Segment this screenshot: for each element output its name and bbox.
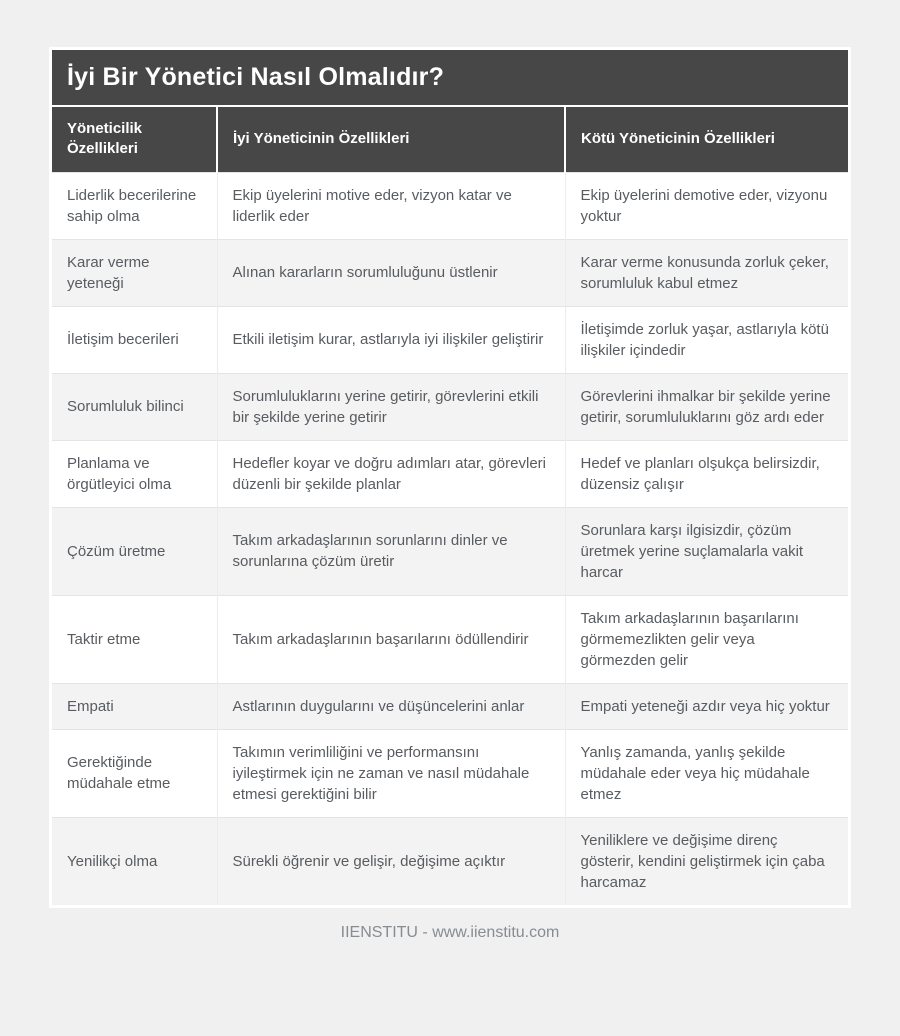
bad-trait-cell: Hedef ve planları olşukça belirsizdir, düzensiz çalışır — [565, 440, 848, 507]
good-trait-cell: Alınan kararların sorumluluğunu üstlenir — [217, 239, 565, 306]
manager-comparison-card — [49, 47, 851, 908]
trait-cell: Yenilikçi olma — [52, 817, 217, 905]
good-trait-cell: Takımın verimliliğini ve performansını iyileştirmek için ne zaman ve nasıl müdahale etmesi gerektiğini bilir — [217, 729, 565, 817]
column-header-good-manager: İyi Yöneticinin Özellikleri — [217, 107, 565, 172]
bad-trait-cell: Yeniliklere ve değişime direnç gösterir, kendini geliştirmek için çaba harcamaz — [565, 817, 848, 905]
good-trait-cell: Sürekli öğrenir ve gelişir, değişime açıktır — [217, 817, 565, 905]
trait-cell: Planlama ve örgütleyici olma — [52, 440, 217, 507]
trait-cell: İletişim becerileri — [52, 306, 217, 373]
page-title: İyi Bir Yönetici Nasıl Olmalıdır? — [67, 63, 445, 91]
trait-cell: Karar verme yeteneği — [52, 239, 217, 306]
bad-trait-cell: Takım arkadaşlarının başarılarını görmemezlikten gelir veya görmezden gelir — [565, 595, 848, 683]
table-row — [52, 239, 848, 306]
table-row — [52, 172, 848, 239]
good-trait-cell: Etkili iletişim kurar, astlarıyla iyi ilişkiler geliştirir — [217, 306, 565, 373]
comparison-table — [52, 107, 848, 905]
bad-trait-cell: Görevlerini ihmalkar bir şekilde yerine getirir, sorumluluklarını göz ardı eder — [565, 373, 848, 440]
title-bar — [52, 50, 848, 105]
table-row — [52, 306, 848, 373]
table-row — [52, 440, 848, 507]
table-row — [52, 595, 848, 683]
table-row — [52, 729, 848, 817]
bad-trait-cell: Yanlış zamanda, yanlış şekilde müdahale eder veya hiç müdahale etmez — [565, 729, 848, 817]
bad-trait-cell: Empati yeteneği azdır veya hiç yoktur — [565, 683, 848, 729]
good-trait-cell: Takım arkadaşlarının sorunlarını dinler ve sorunlarına çözüm üretir — [217, 507, 565, 595]
table-row — [52, 373, 848, 440]
column-header-traits: Yöneticilik Özellikleri — [52, 107, 217, 172]
good-trait-cell: Astlarının duygularını ve düşüncelerini anlar — [217, 683, 565, 729]
bad-trait-cell: Karar verme konusunda zorluk çeker, sorumluluk kabul etmez — [565, 239, 848, 306]
good-trait-cell: Sorumluluklarını yerine getirir, görevlerini etkili bir şekilde yerine getirir — [217, 373, 565, 440]
bad-trait-cell: Ekip üyelerini demotive eder, vizyonu yoktur — [565, 172, 848, 239]
table-row — [52, 817, 848, 905]
trait-cell: Sorumluluk bilinci — [52, 373, 217, 440]
good-trait-cell: Hedefler koyar ve doğru adımları atar, görevleri düzenli bir şekilde planlar — [217, 440, 565, 507]
trait-cell: Taktir etme — [52, 595, 217, 683]
trait-cell: Çözüm üretme — [52, 507, 217, 595]
trait-cell: Gerektiğinde müdahale etme — [52, 729, 217, 817]
table-row — [52, 683, 848, 729]
trait-cell: Liderlik becerilerine sahip olma — [52, 172, 217, 239]
table-row — [52, 507, 848, 595]
header-row — [52, 107, 848, 172]
bad-trait-cell: Sorunlara karşı ilgisizdir, çözüm üretmek yerine suçlamalarla vakit harcar — [565, 507, 848, 595]
footer-credit: IIENSTITU - www.iienstitu.com — [340, 923, 560, 941]
good-trait-cell: Ekip üyelerini motive eder, vizyon katar ve liderlik eder — [217, 172, 565, 239]
bad-trait-cell: İletişimde zorluk yaşar, astlarıyla kötü ilişkiler içindedir — [565, 306, 848, 373]
trait-cell: Empati — [52, 683, 217, 729]
good-trait-cell: Takım arkadaşlarının başarılarını ödüllendirir — [217, 595, 565, 683]
column-header-bad-manager: Kötü Yöneticinin Özellikleri — [565, 107, 848, 172]
